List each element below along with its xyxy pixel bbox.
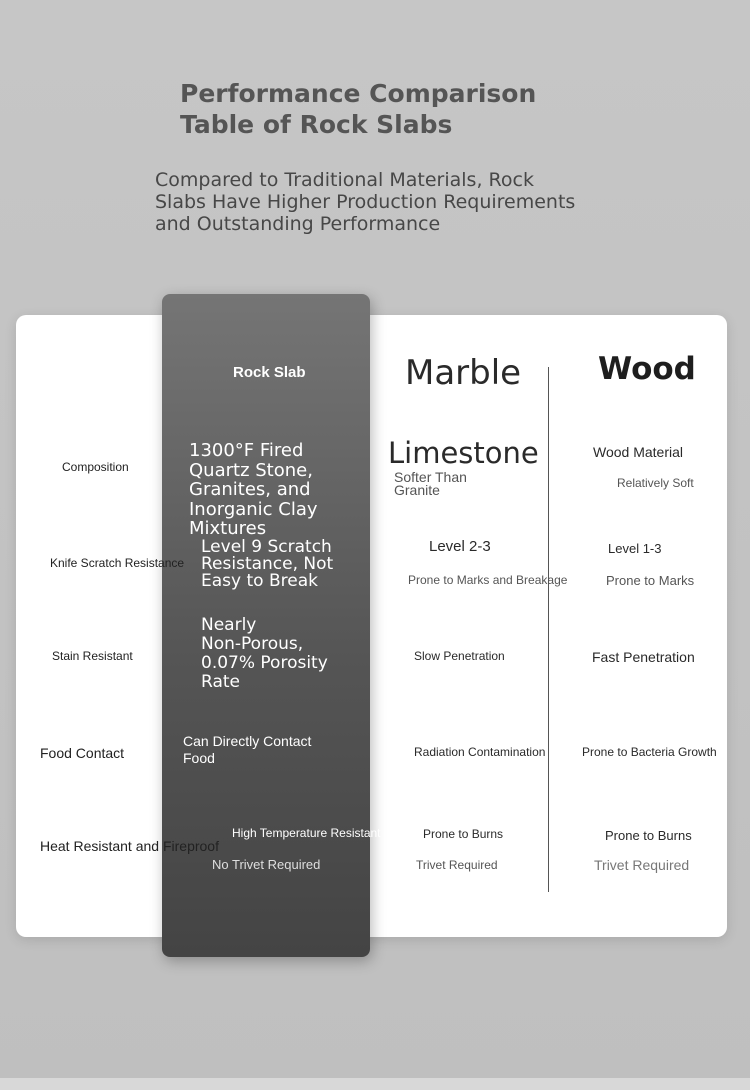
cell-line: Rate	[201, 672, 240, 692]
rock-slab-food-contact	[183, 733, 311, 767]
column-divider	[548, 367, 549, 892]
cell-line: Level 9 Scratch	[201, 537, 332, 557]
marble-heat-title: Prone to Burns	[423, 827, 504, 841]
cell-line: 0.07% Porosity	[201, 653, 328, 673]
rock-slab-knife-scratch	[201, 539, 333, 590]
marble-composition-title: Limestone	[388, 436, 539, 470]
wood-heat-sub: Trivet Required	[594, 857, 690, 873]
cell-line: Granite	[394, 482, 440, 498]
rock-slab-heat-title: High Temperature Resistant	[232, 826, 381, 840]
row-label-stain-resistant: Stain Resistant	[52, 649, 133, 663]
cell-line: 1300°F Fired	[189, 440, 304, 461]
cell-line: Non-Porous,	[201, 634, 304, 654]
rock-slab-composition	[189, 441, 318, 539]
marble-composition-sub	[394, 471, 467, 497]
subtitle-line: and Outstanding Performance	[155, 213, 441, 235]
marble-knife-title: Level 2-3	[429, 538, 491, 555]
marble-knife-sub: Prone to Marks and Breakage	[408, 573, 568, 587]
wood-composition-title: Wood Material	[593, 444, 684, 460]
cell-line: Nearly	[201, 615, 257, 635]
cell-line: Softer Than	[394, 469, 467, 485]
rock-slab-stain	[201, 616, 328, 692]
cell-line: Inorganic Clay	[189, 498, 318, 520]
row-label-knife-scratch: Knife Scratch Resistance	[50, 556, 185, 570]
footer-band	[0, 1078, 750, 1090]
column-header-rock-slab: Rock Slab	[233, 364, 306, 381]
title-line: Table of Rock Slabs	[180, 110, 453, 139]
cell-line: Easy to Break	[201, 571, 318, 591]
page-title	[180, 78, 580, 140]
marble-food-contact: Radiation Contamination	[414, 745, 546, 759]
row-label-food-contact: Food Contact	[40, 745, 125, 761]
rock-slab-heat-sub: No Trivet Required	[212, 857, 321, 872]
title-line: Performance Comparison	[180, 79, 537, 108]
marble-stain: Slow Penetration	[414, 649, 505, 663]
cell-line: Quartz Stone,	[189, 459, 313, 481]
column-header-wood: Wood	[598, 351, 696, 387]
cell-line: Can Directly Contact	[183, 733, 312, 749]
wood-knife-sub: Prone to Marks	[606, 573, 695, 588]
wood-stain: Fast Penetration	[592, 649, 695, 665]
cell-line: Mixtures	[189, 518, 267, 539]
wood-knife-title: Level 1-3	[608, 541, 662, 556]
row-label-composition: Composition	[62, 460, 129, 474]
subtitle-line: Compared to Traditional Materials, Rock	[155, 169, 534, 191]
cell-line: Food	[183, 750, 215, 766]
column-header-marble: Marble	[405, 353, 522, 393]
cell-line: Granites, and	[189, 479, 311, 500]
wood-food-contact: Prone to Bacteria Growth	[582, 745, 717, 759]
subtitle-line: Slabs Have Higher Production Requirements	[155, 191, 576, 213]
row-label-heat-resistant: Heat Resistant and Fireproof	[40, 838, 219, 854]
cell-line: Resistance, Not	[201, 554, 334, 574]
page-subtitle	[155, 169, 595, 235]
wood-heat-title: Prone to Burns	[605, 828, 692, 843]
marble-heat-sub: Trivet Required	[416, 858, 498, 872]
wood-composition-sub: Relatively Soft	[617, 476, 694, 490]
